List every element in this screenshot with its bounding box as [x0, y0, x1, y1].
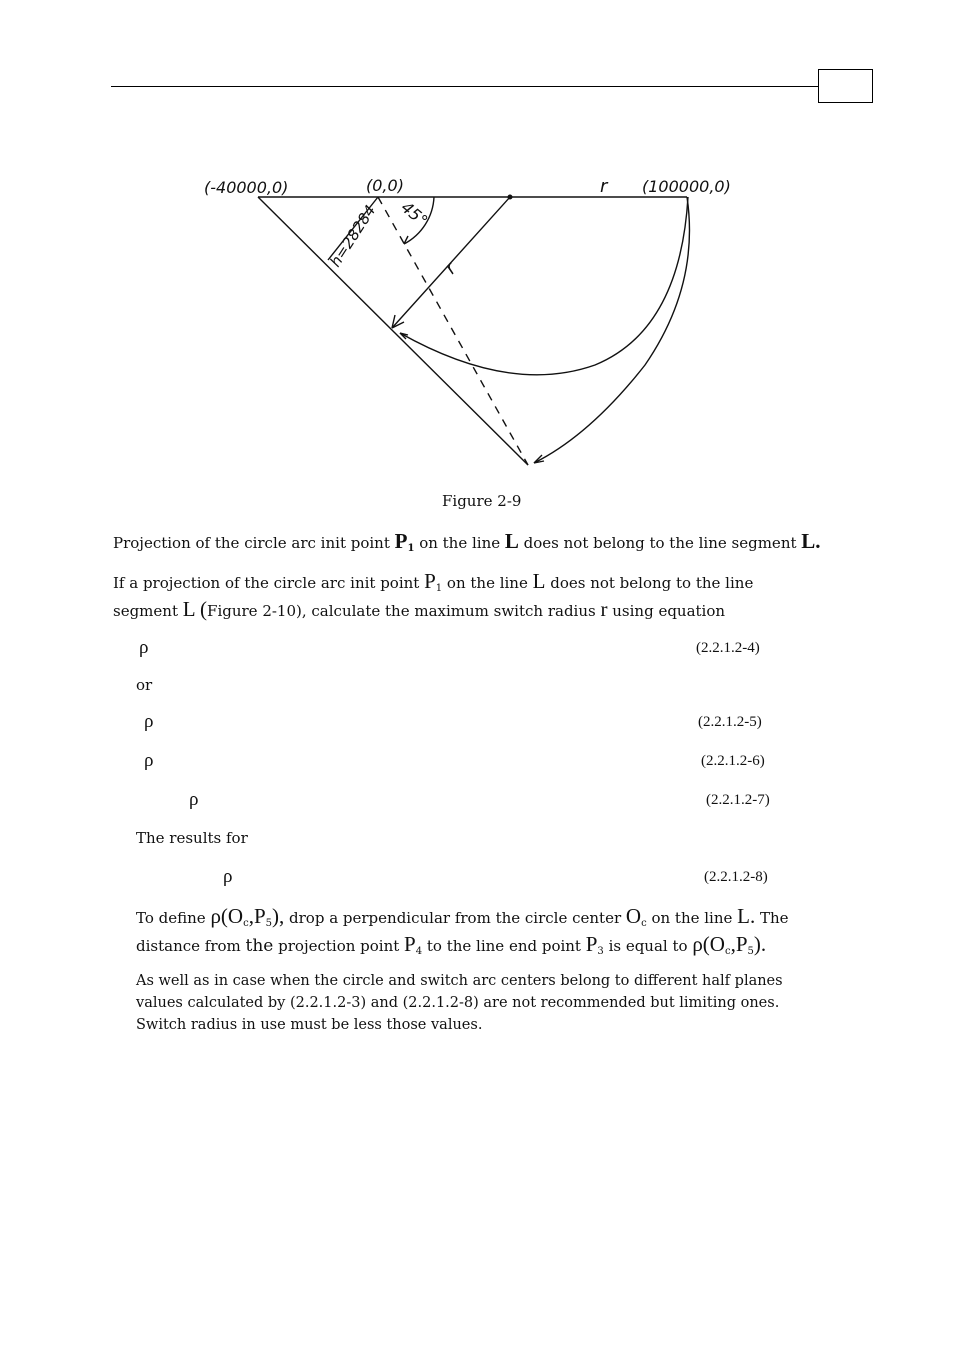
paragraph-2-line-2 [136, 930, 766, 960]
text-span: ,P [248, 904, 266, 928]
label-r-diagonal: r [440, 258, 461, 279]
text-span: L [532, 569, 546, 593]
figure-caption: Figure 2-9 [442, 492, 522, 510]
text-span: on the line [442, 574, 533, 592]
note-paragraph: As well as in case when the circle and switch arc centers belong to different half planes values calculated by (2.2.1.2-3) and (2.2.1.2-8) are not recommended but limiting ones. Switch radius in use must be less those values. [136, 973, 783, 1033]
text-span: L ( [182, 597, 208, 621]
text-span: drop a perpendicular from the circle center [284, 909, 626, 927]
figure-description [113, 527, 821, 557]
text-span: distance from [136, 937, 246, 955]
equation-symbol: ρ [144, 750, 154, 771]
text-span: Projection of the circle arc init point [113, 534, 395, 552]
text-span: O [625, 904, 642, 928]
equation-symbol: ρ [139, 637, 149, 658]
page-number-box [818, 69, 873, 103]
label-right-point: (100000,0) [642, 177, 731, 196]
text-span: projection point [273, 937, 405, 955]
label-left-point: (-40000,0) [204, 178, 289, 197]
text-span: ρ(O [210, 904, 244, 928]
text-span: 1 [407, 543, 415, 554]
text-span: The [755, 909, 789, 927]
paragraph-1-line-1 [113, 567, 753, 597]
text-span: ), [272, 904, 285, 928]
equation-number: (2.2.1.2-4) [696, 640, 760, 656]
or-text: or [136, 676, 153, 694]
text-span: to the line end point [422, 937, 586, 955]
paragraph-2-line-1 [136, 902, 789, 932]
label-r-top: r [600, 176, 608, 197]
text-span: is equal to [603, 937, 693, 955]
paragraph-1-line-2 [113, 595, 725, 625]
text-span: r [600, 597, 608, 621]
text-span: ,P [730, 932, 748, 956]
text-span: does not belong to the line [545, 574, 754, 592]
equation-symbol: ρ [223, 866, 233, 887]
text-span: 1 [435, 583, 443, 594]
text-span: ). [753, 932, 767, 956]
text-span: using equation [607, 602, 726, 620]
center-dot [508, 195, 513, 200]
text-span: To define [136, 909, 211, 927]
outer-arc [534, 197, 689, 463]
text-span: on the line [646, 909, 738, 927]
equation-number: (2.2.1.2-6) [701, 753, 765, 769]
label-origin: (0,0) [366, 176, 404, 195]
text-span: P [424, 569, 436, 593]
equation-number: (2.2.1.2-5) [698, 714, 762, 730]
text-span: on the line [414, 534, 505, 552]
equation-number: (2.2.1.2-7) [706, 792, 770, 808]
text-span: c [641, 918, 647, 929]
inner-arc [400, 197, 688, 375]
text-span: 5 [265, 918, 272, 929]
results-for-text: The results for [136, 829, 248, 847]
text-span: the [245, 936, 274, 956]
text-span: P [404, 932, 416, 956]
line-l [258, 197, 528, 465]
text-span: segment [113, 602, 183, 620]
text-span: does not belong to the line segment [518, 534, 802, 552]
figure-2-9-diagram [190, 165, 750, 475]
text-span: P [394, 529, 408, 553]
text-span: L [504, 529, 519, 553]
equation-symbol: ρ [189, 789, 199, 810]
dashed-line [378, 197, 528, 465]
equation-number: (2.2.1.2-8) [704, 869, 768, 885]
text-span: 3 [597, 946, 604, 957]
text-span: c [724, 946, 731, 957]
label-angle: 45° [397, 197, 432, 231]
text-span: ρ(O [692, 932, 725, 956]
text-span: c [243, 918, 249, 929]
text-span: L. [737, 904, 756, 928]
text-span: P [585, 932, 598, 956]
text-span: 5 [747, 946, 754, 957]
text-span: L. [801, 529, 821, 553]
label-height: h=28284 [326, 201, 380, 271]
header-rule [111, 86, 818, 87]
text-span: Figure 2-10), calculate the maximum switch radius [207, 602, 601, 620]
text-span: If a projection of the circle arc init point [113, 574, 425, 592]
equation-symbol: ρ [144, 711, 154, 732]
text-span: 4 [415, 946, 423, 957]
